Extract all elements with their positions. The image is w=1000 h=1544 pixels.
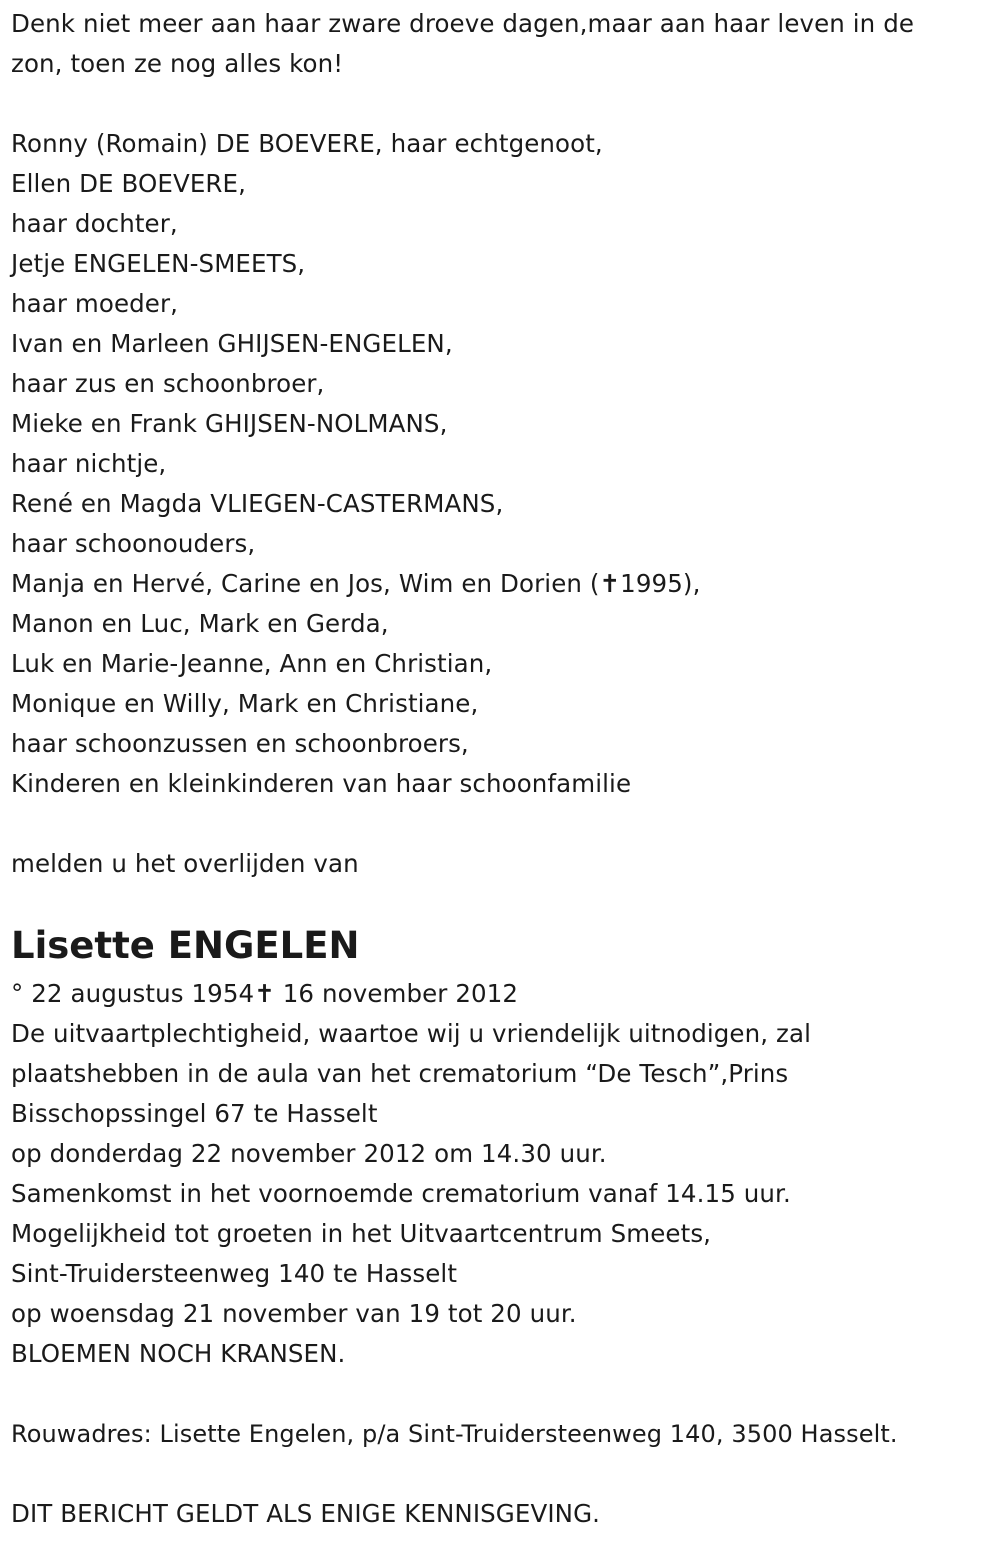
family-line: Manja en Hervé, Carine en Jos, Wim en Dorien (✝1995), [11,569,701,598]
family-line: Kinderen en kleinkinderen van haar schoonfamilie [11,769,632,798]
details-line: BLOEMEN NOCH KRANSEN. [11,1339,346,1368]
family-line: haar nichtje, [11,449,167,478]
family-line: Ivan en Marleen GHIJSEN-ENGELEN, [11,329,453,358]
obituary-notice [11,4,991,1534]
family-line: haar zus en schoonbroer, [11,369,325,398]
family-line: haar dochter, [11,209,178,238]
deceased-name: Lisette ENGELEN [11,924,360,967]
mourning-address: Rouwadres: Lisette Engelen, p/a Sint-Truidersteenweg 140, 3500 Hasselt. [11,1420,898,1448]
details-line: op donderdag 22 november 2012 om 14.30 uur. [11,1139,607,1168]
details-line: Samenkomst in het voornoemde crematorium vanaf 14.15 uur. [11,1179,791,1208]
spacer [11,1374,991,1414]
details-line: De uitvaartplechtigheid, waartoe wij u vriendelijk uitnodigen, zal [11,1019,811,1048]
funeral-details [11,1014,991,1374]
details-line: op woensdag 21 november van 19 tot 20 uur. [11,1299,577,1328]
family-line: Manon en Luc, Mark en Gerda, [11,609,389,638]
spacer [11,1454,991,1494]
family-line: Luk en Marie-Jeanne, Ann en Christian, [11,649,493,678]
family-line: haar schoonouders, [11,529,256,558]
intro-line-1: Denk niet meer aan haar zware droeve dagen,maar aan haar leven in de [11,9,915,38]
family-line: haar schoonzussen en schoonbroers, [11,729,469,758]
intro-line-2: zon, toen ze nog alles kon! [11,49,344,78]
family-line: Monique en Willy, Mark en Christiane, [11,689,479,718]
details-line: Mogelijkheid tot groeten in het Uitvaartcentrum Smeets, [11,1219,712,1248]
family-list [11,124,991,804]
details-line: Sint-Truidersteenweg 140 te Hasselt [11,1259,458,1288]
family-line: Ronny (Romain) DE BOEVERE, haar echtgenoot, [11,129,603,158]
family-line: René en Magda VLIEGEN-CASTERMANS, [11,489,504,518]
spacer [11,804,991,844]
spacer [11,884,991,916]
family-line: Ellen DE BOEVERE, [11,169,246,198]
family-line: haar moeder, [11,289,179,318]
family-line: Jetje ENGELEN-SMEETS, [11,249,306,278]
deceased-dates: ° 22 augustus 1954✝ 16 november 2012 [11,979,519,1008]
spacer [11,84,991,124]
details-line: Bisschopssingel 67 te Hasselt [11,1099,378,1128]
details-line: plaatshebben in de aula van het crematorium “De Tesch”,Prins [11,1059,789,1088]
announcement-text: melden u het overlijden van [11,849,359,878]
family-line: Mieke en Frank GHIJSEN-NOLMANS, [11,409,448,438]
notice-text: DIT BERICHT GELDT ALS ENIGE KENNISGEVING. [11,1499,601,1528]
